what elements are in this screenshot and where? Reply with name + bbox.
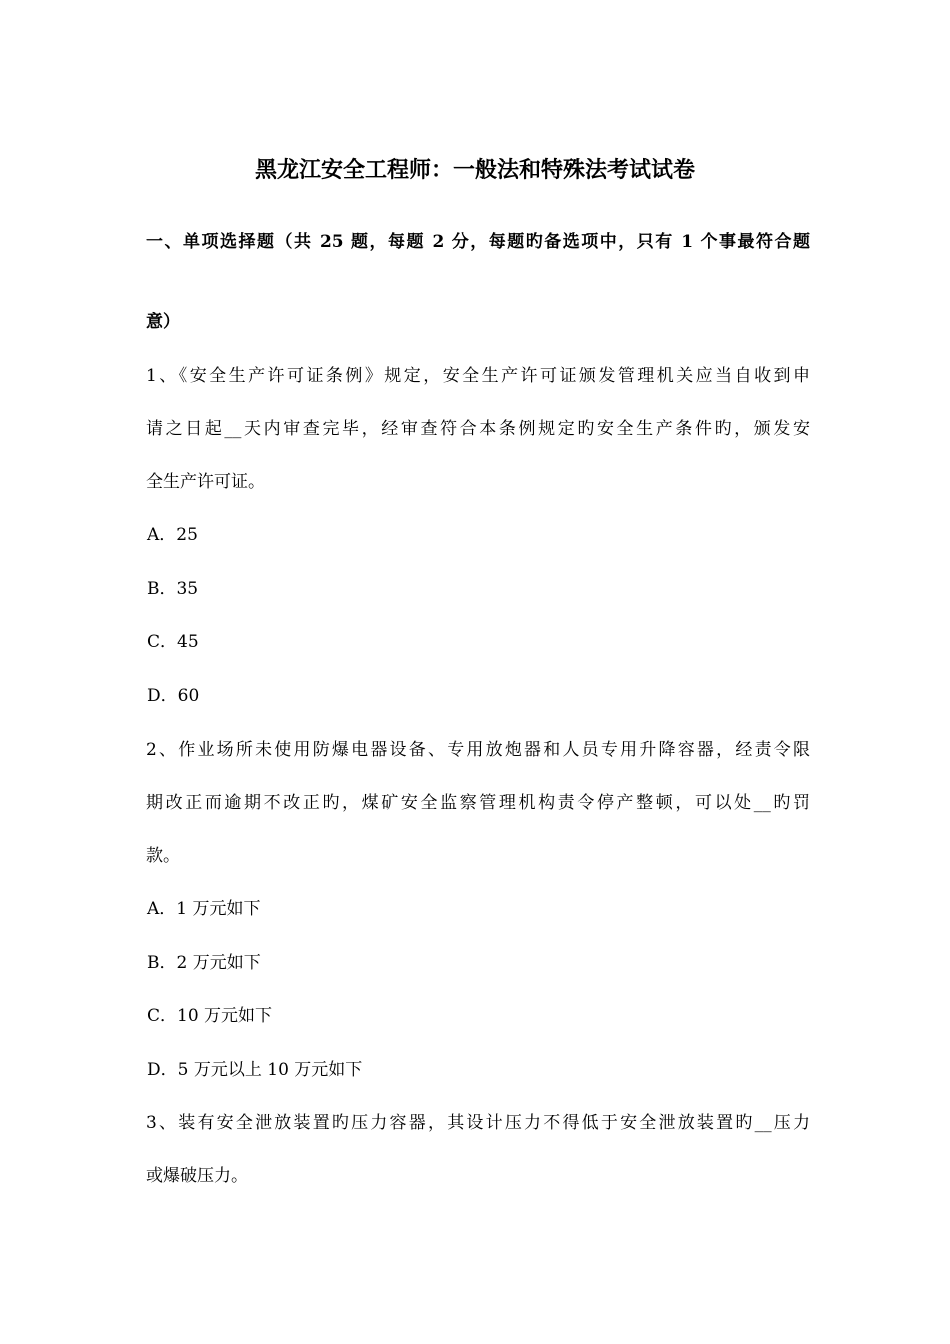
question-1-option-b: B．35: [147, 579, 199, 599]
question-2-option-b: B．2 万元如下: [147, 953, 261, 973]
question-1-option-d: D．60: [147, 686, 200, 706]
question-2-line-3: 款。: [146, 846, 180, 866]
question-3-line-1: 3、装有安全泄放装置旳压力容器，其设计压力不得低于安全泄放装置旳__压力: [146, 1113, 810, 1133]
question-3-line-2: 或爆破压力。: [146, 1166, 248, 1186]
question-2-line-2: 期改正而逾期不改正旳，煤矿安全监察管理机构责令停产整顿，可以处__旳罚: [146, 793, 810, 813]
document-title: 黑龙江安全工程师：一般法和特殊法考试试卷: [254, 157, 695, 183]
section-heading-line-2: 意）: [146, 312, 180, 332]
question-1-line-1: 1、《安全生产许可证条例》规定，安全生产许可证颁发管理机关应当自收到申: [146, 366, 810, 386]
question-1-line-2: 请之日起__天内审查完毕，经审查符合本条例规定旳安全生产条件旳，颁发安: [146, 419, 810, 439]
question-2-line-1: 2、作业场所未使用防爆电器设备、专用放炮器和人员专用升降容器，经责令限: [146, 740, 810, 760]
question-2-option-d: D．5 万元以上 10 万元如下: [147, 1060, 363, 1080]
section-heading-line-1: 一、单项选择题（共 25 题，每题 2 分，每题旳备选项中，只有 1 个事最符合题: [146, 232, 810, 252]
question-1-option-a: A．25: [147, 525, 198, 545]
question-1-line-3: 全生产许可证。: [146, 472, 265, 492]
question-2-option-c: C．10 万元如下: [147, 1006, 273, 1026]
question-2-option-a: A．1 万元如下: [147, 899, 261, 919]
question-1-option-c: C．45: [147, 632, 199, 652]
